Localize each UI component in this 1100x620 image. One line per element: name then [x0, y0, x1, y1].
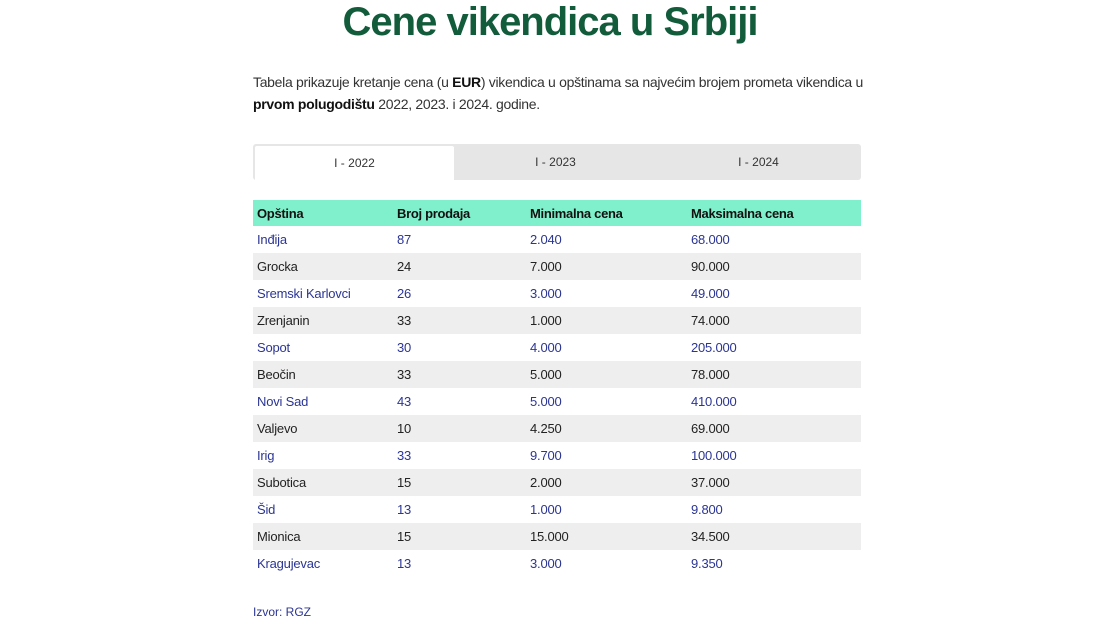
table-row — [253, 334, 861, 361]
cell-maksimalna-cena: 9.350 — [687, 550, 861, 577]
cell-maksimalna-cena: 78.000 — [687, 361, 861, 388]
cell-broj-prodaja: 33 — [393, 307, 526, 334]
table-row — [253, 415, 861, 442]
table-row — [253, 361, 861, 388]
cell-minimalna-cena: 4.250 — [526, 415, 687, 442]
cell-minimalna-cena: 7.000 — [526, 253, 687, 280]
cell-maksimalna-cena: 90.000 — [687, 253, 861, 280]
cell-maksimalna-cena: 9.800 — [687, 496, 861, 523]
cell-broj-prodaja: 87 — [393, 226, 526, 253]
cell-opstina: Kragujevac — [253, 550, 393, 577]
tab-2022[interactable]: I - 2022 — [255, 146, 454, 180]
header-maksimalna-cena[interactable]: Maksimalna cena — [687, 200, 861, 226]
intro-text — [253, 71, 865, 115]
cell-minimalna-cena: 4.000 — [526, 334, 687, 361]
cell-broj-prodaja: 10 — [393, 415, 526, 442]
cell-opstina: Irig — [253, 442, 393, 469]
cell-minimalna-cena: 5.000 — [526, 361, 687, 388]
cell-broj-prodaja: 24 — [393, 253, 526, 280]
cell-opstina: Subotica — [253, 469, 393, 496]
cell-maksimalna-cena: 49.000 — [687, 280, 861, 307]
prices-table — [253, 200, 861, 577]
table-row — [253, 307, 861, 334]
cell-opstina: Mionica — [253, 523, 393, 550]
source-note: Izvor: RGZ — [253, 605, 312, 619]
cell-opstina: Beočin — [253, 361, 393, 388]
cell-minimalna-cena: 2.040 — [526, 226, 687, 253]
cell-minimalna-cena: 15.000 — [526, 523, 687, 550]
table-header-row — [253, 200, 861, 226]
header-minimalna-cena[interactable]: Minimalna cena — [526, 200, 687, 226]
cell-opstina: Šid — [253, 496, 393, 523]
table-body — [253, 226, 861, 577]
table-row — [253, 442, 861, 469]
cell-broj-prodaja: 15 — [393, 523, 526, 550]
cell-opstina: Novi Sad — [253, 388, 393, 415]
intro-bold-currency: EUR — [452, 74, 481, 90]
intro-bold-period: prvom polugodištu — [253, 96, 375, 112]
cell-minimalna-cena: 5.000 — [526, 388, 687, 415]
page-title: Cene vikendica u Srbiji — [342, 0, 758, 44]
intro-part-1: Tabela prikazuje kretanje cena (u — [253, 74, 453, 90]
tab-2024[interactable]: I - 2024 — [738, 155, 779, 169]
cell-minimalna-cena: 9.700 — [526, 442, 687, 469]
table-row — [253, 469, 861, 496]
cell-opstina: Grocka — [253, 253, 393, 280]
cell-opstina: Inđija — [253, 226, 393, 253]
cell-minimalna-cena: 3.000 — [526, 550, 687, 577]
cell-maksimalna-cena: 100.000 — [687, 442, 861, 469]
table-row — [253, 523, 861, 550]
cell-opstina: Zrenjanin — [253, 307, 393, 334]
cell-maksimalna-cena: 68.000 — [687, 226, 861, 253]
cell-broj-prodaja: 43 — [393, 388, 526, 415]
table-row — [253, 550, 861, 577]
header-opstina[interactable]: Opština — [253, 200, 393, 226]
cell-opstina: Sremski Karlovci — [253, 280, 393, 307]
cell-broj-prodaja: 33 — [393, 361, 526, 388]
cell-opstina: Sopot — [253, 334, 393, 361]
header-broj-prodaja[interactable]: Broj prodaja — [393, 200, 526, 226]
tab-2023[interactable]: I - 2023 — [535, 155, 576, 169]
cell-broj-prodaja: 13 — [393, 550, 526, 577]
cell-broj-prodaja: 13 — [393, 496, 526, 523]
table-row — [253, 280, 861, 307]
cell-maksimalna-cena: 69.000 — [687, 415, 861, 442]
cell-maksimalna-cena: 74.000 — [687, 307, 861, 334]
table-row — [253, 496, 861, 523]
cell-minimalna-cena: 1.000 — [526, 307, 687, 334]
year-tabs — [253, 144, 861, 180]
intro-part-2: ) vikendica u opštinama sa najvećim brojem prometa vikendica u — [480, 74, 863, 90]
intro-part-3: 2022, 2023. i 2024. godine. — [374, 96, 540, 112]
cell-minimalna-cena: 3.000 — [526, 280, 687, 307]
cell-maksimalna-cena: 205.000 — [687, 334, 861, 361]
cell-broj-prodaja: 33 — [393, 442, 526, 469]
cell-maksimalna-cena: 37.000 — [687, 469, 861, 496]
cell-maksimalna-cena: 34.500 — [687, 523, 861, 550]
table-row — [253, 388, 861, 415]
cell-broj-prodaja: 26 — [393, 280, 526, 307]
cell-broj-prodaja: 30 — [393, 334, 526, 361]
table-row — [253, 226, 861, 253]
cell-broj-prodaja: 15 — [393, 469, 526, 496]
cell-minimalna-cena: 1.000 — [526, 496, 687, 523]
cell-maksimalna-cena: 410.000 — [687, 388, 861, 415]
cell-opstina: Valjevo — [253, 415, 393, 442]
table-row — [253, 253, 861, 280]
cell-minimalna-cena: 2.000 — [526, 469, 687, 496]
